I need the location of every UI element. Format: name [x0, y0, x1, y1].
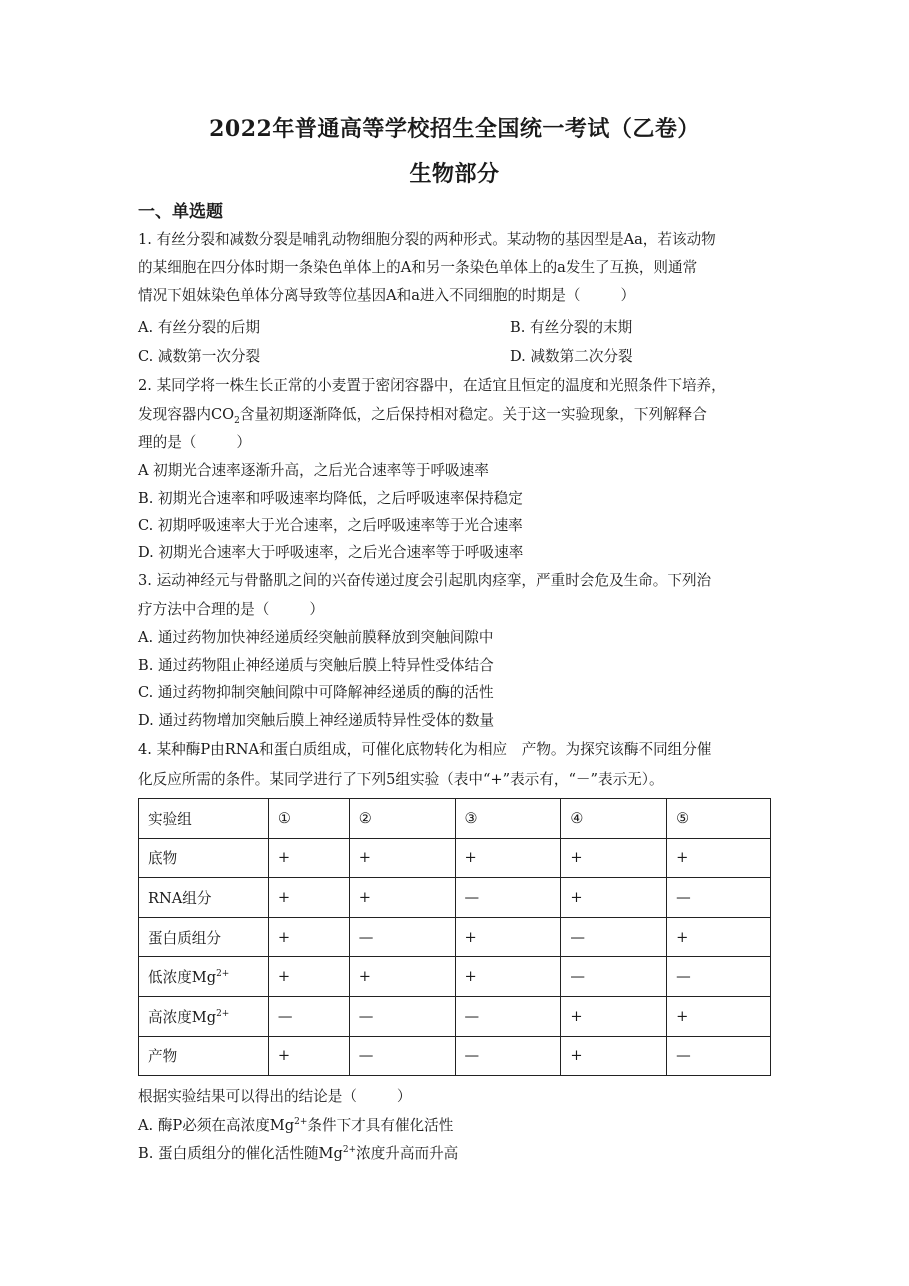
table-header-cell: ②	[349, 799, 455, 839]
table-cell: —	[455, 996, 561, 1036]
q1-option-d: D. 减数第二次分裂	[510, 348, 633, 365]
table-cell: —	[667, 957, 771, 997]
row-label: RNA组分	[139, 878, 269, 918]
table-header-row	[139, 799, 771, 839]
table-header-cell: ④	[561, 799, 667, 839]
section-heading: 一、单选题	[138, 202, 223, 222]
table-cell: +	[455, 957, 561, 997]
table-cell: —	[561, 957, 667, 997]
exam-title: 2022年普通高等学校招生全国统一考试（乙卷）	[209, 116, 700, 142]
experiment-table	[138, 798, 771, 1076]
q2-line-1: 2. 某同学将一株生长正常的小麦置于密闭容器中，在适宜且恒定的温度和光照条件下培养，	[138, 377, 726, 394]
row-label: 底物	[139, 838, 269, 878]
table-row	[139, 957, 771, 997]
table-row	[139, 878, 771, 918]
table-cell: +	[561, 878, 667, 918]
table-header-cell: ①	[268, 799, 349, 839]
q3-line-1: 3. 运动神经元与骨骼肌之间的兴奋传递过度会引起肌肉痉挛，严重时会危及生命。下列治	[138, 572, 712, 589]
q1-line-3: 情况下姐妹染色单体分离导致等位基因A和a进入不同细胞的时期是（ ）	[138, 287, 636, 304]
table-header-cell: ③	[455, 799, 561, 839]
q2-line-3: 理的是（ ）	[138, 434, 251, 451]
q3-option-b: B. 通过药物阻止神经递质与突触后膜上特异性受体结合	[138, 657, 494, 674]
table-cell: +	[561, 838, 667, 878]
table-cell: +	[349, 838, 455, 878]
table-cell: —	[349, 996, 455, 1036]
table-cell: +	[268, 1036, 349, 1076]
q3-line-2: 疗方法中合理的是（ ）	[138, 601, 324, 618]
q1-option-a: A. 有丝分裂的后期	[138, 319, 260, 336]
table-cell: +	[268, 878, 349, 918]
table-row	[139, 1036, 771, 1076]
q3-option-c: C. 通过药物抑制突触间隙中可降解神经递质的酶的活性	[138, 684, 494, 701]
q2-option-a: A 初期光合速率逐渐升高，之后光合速率等于呼吸速率	[138, 462, 489, 479]
table-cell: +	[268, 838, 349, 878]
table-cell: —	[349, 1036, 455, 1076]
q1-option-b: B. 有丝分裂的末期	[510, 319, 633, 336]
table-cell: +	[349, 878, 455, 918]
table-row	[139, 996, 771, 1036]
table-cell: —	[561, 917, 667, 957]
table-cell: —	[667, 1036, 771, 1076]
q2-option-b: B. 初期光合速率和呼吸速率均降低，之后呼吸速率保持稳定	[138, 490, 523, 507]
row-label: 产物	[139, 1036, 269, 1076]
row-label: 高浓度$Mg^{2+}$	[139, 996, 269, 1036]
q2-option-d: D. 初期光合速率大于呼吸速率，之后光合速率等于呼吸速率	[138, 544, 524, 561]
table-cell: —	[268, 996, 349, 1036]
table-cell: +	[455, 838, 561, 878]
table-cell: —	[667, 878, 771, 918]
table-cell: +	[561, 996, 667, 1036]
q2-line-2: 发现容器内$CO_2$含量初期逐渐降低，之后保持相对稳定。关于这一实验现象，下列解释合	[138, 406, 707, 426]
table-cell: +	[561, 1036, 667, 1076]
q1-line-1: 1. 有丝分裂和减数分裂是哺乳动物细胞分裂的两种形式。某动物的基因型是Aa，若该动物	[138, 231, 716, 248]
table-cell: +	[667, 917, 771, 957]
q1-option-c: C. 减数第一次分裂	[138, 348, 261, 365]
table-cell: +	[455, 917, 561, 957]
table-header-cell: 实验组	[139, 799, 269, 839]
q4-option-a: A. 酶P必须在高浓度$Mg^{2+}$条件下才具有催化活性	[138, 1117, 454, 1134]
table-row	[139, 838, 771, 878]
q4-option-b: B. 蛋白质组分的催化活性随$Mg^{2+}$浓度升高而升高	[138, 1145, 459, 1162]
q4-line-1: 4. 某种酶P由RNA和蛋白质组成，可催化底物转化为相应 产物。为探究该酶不同组分催	[138, 741, 712, 758]
table-cell: +	[268, 957, 349, 997]
q3-option-a: A. 通过药物加快神经递质经突触前膜释放到突触间隙中	[138, 629, 494, 646]
row-label: 低浓度$Mg^{2+}$	[139, 957, 269, 997]
table-header-cell: ⑤	[667, 799, 771, 839]
table-cell: —	[455, 1036, 561, 1076]
table-row	[139, 917, 771, 957]
q4-line-2: 化反应所需的条件。某同学进行了下列5组实验（表中“+”表示有，“－”表示无）。	[138, 771, 664, 788]
row-label: 蛋白质组分	[139, 917, 269, 957]
q4-conclusion: 根据实验结果可以得出的结论是（ ）	[138, 1088, 412, 1105]
exam-subtitle: 生物部分	[409, 161, 500, 187]
q1-line-2: 的某细胞在四分体时期一条染色单体上的A和另一条染色单体上的a发生了互换，则通常	[138, 259, 698, 276]
table-cell: +	[667, 996, 771, 1036]
table-cell: +	[349, 957, 455, 997]
table-cell: —	[349, 917, 455, 957]
table-cell: +	[268, 917, 349, 957]
table-cell: —	[455, 878, 561, 918]
q3-option-d: D. 通过药物增加突触后膜上神经递质特异性受体的数量	[138, 712, 495, 729]
q2-option-c: C. 初期呼吸速率大于光合速率，之后呼吸速率等于光合速率	[138, 517, 523, 534]
table-cell: +	[667, 838, 771, 878]
